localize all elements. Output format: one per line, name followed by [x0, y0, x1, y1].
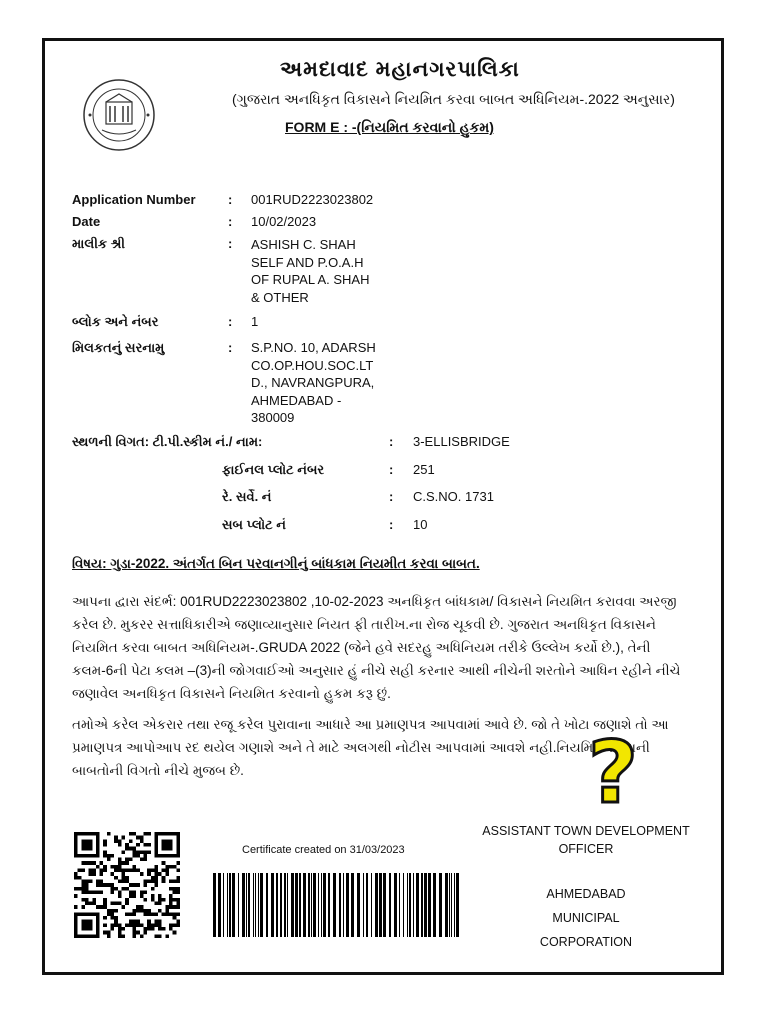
- field-label-date: Date: [72, 214, 101, 229]
- signatory-org-line1: AHMEDABAD: [546, 887, 626, 901]
- field-colon: :: [389, 434, 394, 449]
- qr-code: [74, 832, 180, 938]
- body-paragraph-1: આપના દ્વારા સંદર્ભ: 001RUD2223023802 ,10-02-2023 અનધિકૃત બાંધકામ/ વિકાસને નિયમિત કરાવવા અરજી કરેલ છે. મુકરર સત્તાધિકારીએ જણાવ્યાનુસાર નિયત ફી તારીખ.ના રોજ ચૂકવી છે. ગુજરાત અનધિકૃત વિકાસને નિયમિત કરવા બાબત અધિનિયમ-.GRUDA 2022 (જેને હવે સદરહુ અધિનિયમ તરીકે ઉલ્લેખ કર્યો છે.), તેની કલમ-6ની પેટા કલમ –(3)ની જોગવાઈઓ અનુસાર હું નીચે સહી કરનાર આથી નીચેની શરતોને આધિન રહીને નીચે જણાવેલ અનધિકૃત વિકાસને નિયમિત કરવાનો હુકમ કરૂ છું.: [72, 594, 681, 701]
- site-value-sub-plot: 10: [413, 517, 428, 532]
- field-colon: :: [228, 236, 233, 251]
- barcode: [213, 873, 461, 937]
- field-value-address: S.P.NO. 10, ADARSH CO.OP.HOU.SOC.LT D., NAVRANGPURA, AHMEDABAD - 380009: [251, 340, 376, 425]
- field-label-address: મિલકતનું સરનામુ: [72, 340, 165, 355]
- site-value-revenue-survey: C.S.NO. 1731: [413, 489, 494, 504]
- field-value-owner: ASHISH C. SHAH SELF AND P.O.A.H OF RUPAL A. SHAH & OTHER: [251, 237, 370, 305]
- signatory-org-line3: CORPORATION: [539, 935, 633, 949]
- page-title: અમદાવાદ મહાનગરપાલિકા: [280, 58, 520, 81]
- field-label-application-number: Application Number: [72, 192, 196, 207]
- signatory-title-line1: ASSISTANT TOWN DEVELOPMENT: [482, 824, 690, 838]
- site-label-revenue-survey: રે. સર્વે. નં: [222, 489, 272, 504]
- site-label-final-plot: ફાઈનલ પ્લોટ નંબર: [222, 462, 325, 477]
- field-label-owner: માલીક શ્રી: [72, 236, 126, 251]
- field-colon: :: [389, 517, 394, 532]
- site-value-final-plot: 251: [413, 462, 435, 477]
- signatory-title-line2: OFFICER: [558, 842, 614, 856]
- municipal-seal-icon: [82, 78, 156, 152]
- field-colon: :: [228, 314, 233, 329]
- field-colon: :: [228, 214, 233, 229]
- site-label-sub-plot: સબ પ્લોટ નં: [222, 517, 286, 532]
- certificate-created-date: Certificate created on 31/03/2023: [242, 844, 405, 856]
- field-colon: :: [389, 462, 394, 477]
- field-colon: :: [389, 489, 394, 504]
- signatory-org-line2: MUNICIPAL: [552, 911, 620, 925]
- form-title: FORM E : -(નિયમિત કરવાનો હુકમ): [285, 119, 494, 135]
- question-mark-overlay: ?: [588, 723, 638, 823]
- page-subtitle: (ગુજરાત અનધિકૃત વિકાસને નિયમિત કરવા બાબત અધિનિયમ-.2022 અનુસાર): [232, 91, 675, 107]
- field-value-block: 1: [251, 314, 259, 329]
- subject-line: વિષય: ગુડા-2022. અંતર્ગત બિન પરવાનગીનું બાંધકામ નિયમીત કરવા બાબત.: [72, 556, 480, 571]
- site-heading: સ્થળની વિગત: ટી.પી.સ્કીમ નં./ નામ:: [72, 434, 263, 449]
- body-paragraph-2: તમોએ કરેલ એકરાર તથા રજૂ કરેલ પુરાવાના આધારે આ પ્રમાણપત્ર આપવામાં આવે છે. જો તે ખોટા જણાશે તો આ પ્રમાણપત્ર આપોઆપ રદ થયેલ ગણાશે અને તે માટે અલગથી નોટીસ આપવામાં આવશે નહી.નિયમિત કરેલાની બાબતોની વિગતો નીચે મુજબ છે.: [72, 717, 669, 778]
- site-tp-value: 3-ELLISBRIDGE: [413, 434, 510, 449]
- field-colon: :: [228, 340, 233, 355]
- field-label-block: બ્લોક અને નંબર: [72, 314, 159, 329]
- field-colon: :: [228, 192, 233, 207]
- field-value-date: 10/02/2023: [251, 214, 317, 229]
- field-value-application-number: 001RUD2223023802: [251, 192, 374, 207]
